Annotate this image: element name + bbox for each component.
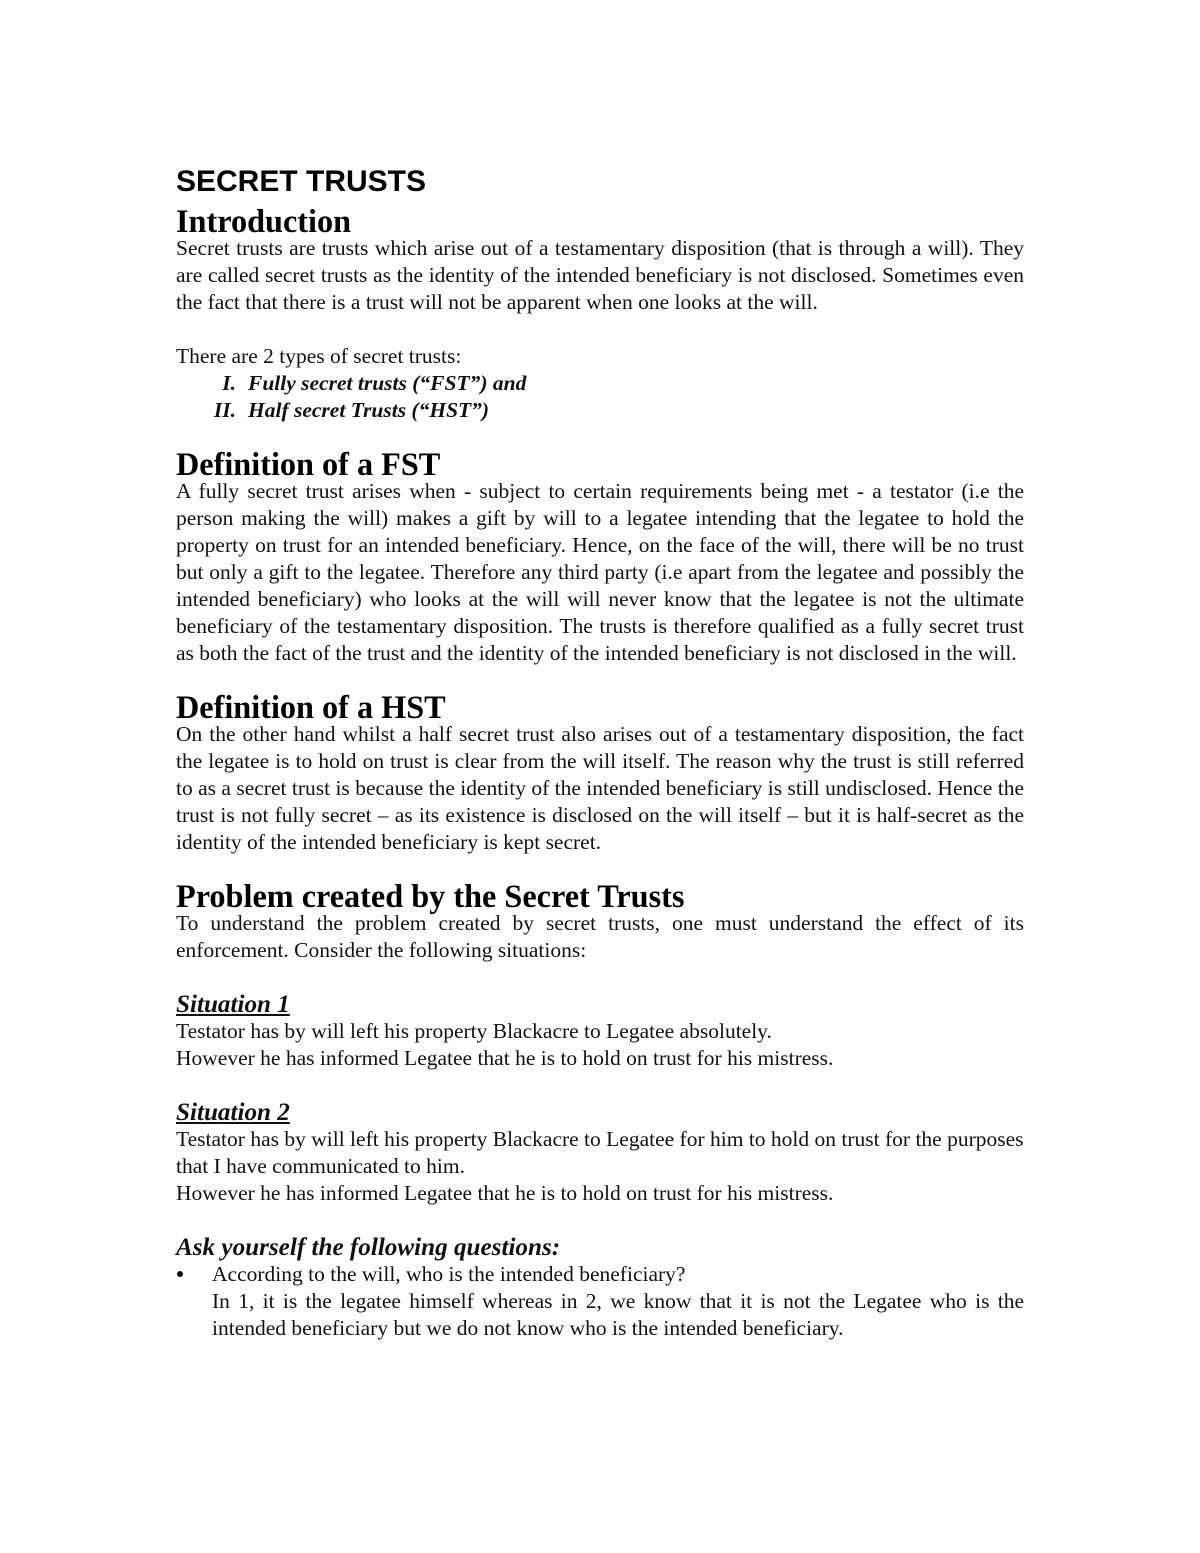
list-item: [176, 397, 1024, 424]
questions-list: [176, 1261, 1024, 1342]
document-title: SECRET TRUSTS: [176, 165, 427, 198]
problem-section: [176, 878, 1024, 964]
problem-heading: Problem created by the Secret Trusts: [176, 878, 685, 914]
situation-2-heading: Situation 2: [176, 1099, 290, 1126]
list-item: [176, 370, 1024, 397]
fst-paragraph: A fully secret trust arises when - subject to certain requirements being met - a testator (i.e the person making the will) makes a gift by will to a legatee intending that the legatee to hold the property on trust for an intended beneficiary. Hence, on the face of the will, there will be no trust but only a gift to the legatee. Therefore any third party (i.e apart from the legatee and possibly the intended beneficiary) who looks at the will will never know that the legatee is not the ultimate beneficiary of the testamentary disposition. The trusts is therefore qualified as a fully secret trust as both the fact of the trust and the identity of the intended beneficiary is not disclosed in the will.: [176, 479, 1024, 665]
introduction-heading: Introduction: [176, 203, 352, 239]
document-page: [176, 160, 1024, 1342]
hst-paragraph: On the other hand whilst a half secret trust also arises out of a testamentary disposition, the fact the legatee is to hold on trust is clear from the will itself. The reason why the trust is still referred to as a secret trust is because the identity of the intended beneficiary is still undisclosed. Hence the trust is not fully secret – as its existence is disclosed on the will itself – but it is half-secret as the identity of the intended beneficiary is kept secret.: [176, 722, 1024, 854]
problem-paragraph: To understand the problem created by secret trusts, one must understand the effect of its enforcement. Consider the following situations:: [176, 911, 1024, 962]
spacer: [176, 1207, 1024, 1234]
trust-types-list: [176, 370, 1024, 424]
questions-heading: Ask yourself the following questions:: [176, 1234, 561, 1261]
hst-section: [176, 689, 1024, 856]
situation-1-heading: Situation 1: [176, 991, 290, 1018]
answer-text: In 1, it is the legatee himself whereas in 2, we know that it is not the Legatee who is the intended beneficiary but we do not know who is the intended beneficiary.: [212, 1289, 1024, 1340]
fst-heading: Definition of a FST: [176, 446, 441, 482]
list-item-label: Fully secret trusts (“FST”) and: [248, 371, 527, 395]
introduction-section: [176, 203, 1024, 424]
questions-section: [176, 1234, 1024, 1342]
list-numeral: I.: [222, 371, 236, 395]
situation-1-line-1: Testator has by will left his property Blackacre to Legatee absolutely.: [176, 1019, 772, 1043]
spacer: [176, 316, 1024, 343]
situation-2-line-2: However he has informed Legatee that he is to hold on trust for his mistress.: [176, 1181, 834, 1205]
types-intro: There are 2 types of secret trusts:: [176, 344, 462, 368]
spacer: [176, 1072, 1024, 1099]
question-text: According to the will, who is the intended beneficiary?: [212, 1262, 686, 1286]
hst-heading: Definition of a HST: [176, 689, 446, 725]
situation-1-section: [176, 991, 1024, 1072]
list-item-label: Half secret Trusts (“HST”): [248, 398, 490, 422]
question-content: [212, 1261, 1024, 1342]
situation-1-line-2: However he has informed Legatee that he is to hold on trust for his mistress.: [176, 1046, 834, 1070]
situation-2-line-1: Testator has by will left his property Blackacre to Legatee for him to hold on trust for the purposes that I have communicated to him.: [176, 1127, 1024, 1178]
spacer: [176, 964, 1024, 991]
bullet-icon: [176, 1261, 212, 1342]
introduction-paragraph: Secret trusts are trusts which arise out of a testamentary disposition (that is through a will). They are called secret trusts as the identity of the intended beneficiary is not disclosed. Sometimes even the fact that there is a trust will not be apparent when one looks at the will.: [176, 236, 1024, 314]
fst-section: [176, 446, 1024, 667]
situation-2-section: [176, 1099, 1024, 1207]
list-numeral: II.: [213, 398, 236, 422]
list-item: [176, 1261, 1024, 1342]
